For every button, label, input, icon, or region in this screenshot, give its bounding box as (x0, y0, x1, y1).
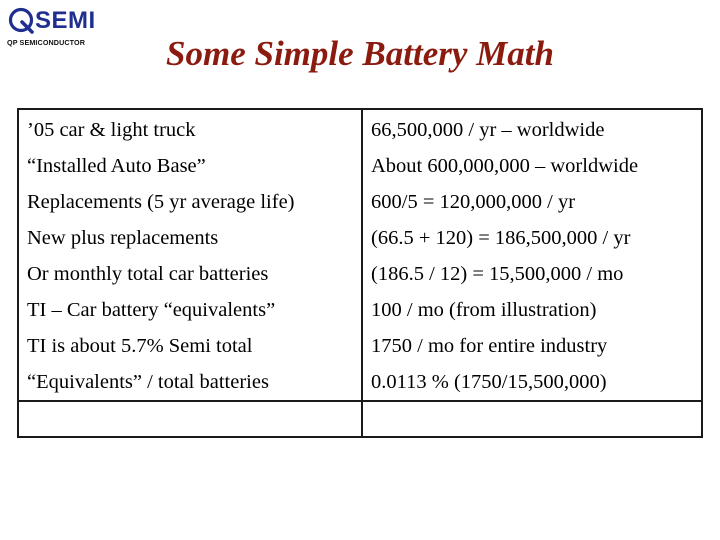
table-row (18, 328, 702, 364)
table-row (18, 292, 702, 328)
row-label: Replacements (5 yr average life) (18, 184, 362, 220)
row-label: Or monthly total car batteries (18, 256, 362, 292)
table-row (18, 148, 702, 184)
table-row (18, 220, 702, 256)
row-value: 100 / mo (from illustration) (371, 299, 597, 321)
row-label: “Equivalents” / total batteries (18, 364, 362, 401)
row-value (362, 401, 702, 437)
row-value: (66.5 + 120) = 186,500,000 / yr (371, 227, 631, 249)
row-value: 600/5 = 120,000,000 / yr (371, 191, 576, 213)
row-label: ’05 car & light truck (18, 109, 362, 148)
slide-title: Some Simple Battery Math (166, 34, 554, 73)
row-label: TI is about 5.7% Semi total (18, 328, 362, 364)
table-row (18, 256, 702, 292)
table-row (18, 364, 702, 401)
battery-math-table (17, 108, 703, 438)
row-label (18, 401, 362, 437)
row-label: TI – Car battery “equivalents” (18, 292, 362, 328)
row-value: 1750 / mo for entire industry (371, 335, 608, 357)
row-value: (186.5 / 12) = 15,500,000 / mo (371, 263, 624, 285)
logo-subtitle: QP SEMICONDUCTOR (7, 38, 86, 47)
table-row (18, 109, 702, 148)
table-row-empty (18, 401, 702, 437)
row-label: New plus replacements (18, 220, 362, 256)
table-row (18, 184, 702, 220)
logo-wordmark: SEMI (35, 7, 96, 34)
row-label: “Installed Auto Base” (18, 148, 362, 184)
row-value: About 600,000,000 – worldwide (371, 155, 639, 177)
row-value: 66,500,000 / yr – worldwide (371, 119, 605, 141)
row-value: 0.0113 % (1750/15,500,000) (371, 371, 607, 393)
